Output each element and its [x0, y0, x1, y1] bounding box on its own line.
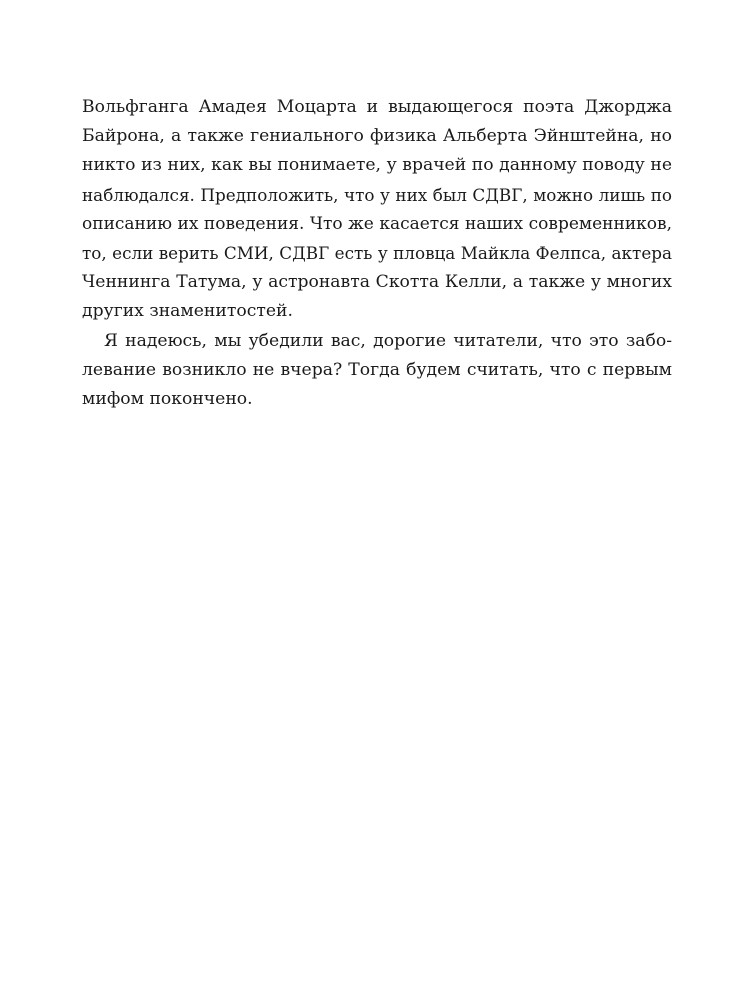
text-line: левание возникло не вчера? Тогда будем считать, что с первым — [82, 359, 672, 380]
text-line: Вольфганга Амадея Моцарта и выдающегося поэта Джорджа — [82, 97, 672, 117]
text-line: Я надеюсь, мы убедили вас, дорогие читатели, что это забо- — [104, 330, 672, 351]
paragraph-2 — [82, 327, 672, 415]
text-line: мифом покончено. — [82, 388, 253, 409]
text-line: других знаменитостей. — [82, 301, 293, 322]
text-line: никто из них, как вы понимаете, у врачей по данному поводу не — [82, 155, 672, 176]
text-line: описанию их поведения. Что же касается наших современников, — [82, 213, 672, 234]
text-line: Байрона, а также гениального физика Альберта Эйнштейна, но — [82, 126, 672, 147]
paragraph-1 — [82, 93, 672, 327]
text-line: Ченнинга Татума, у астронавта Скотта Келли, а также у многих — [82, 272, 672, 293]
body-text — [82, 93, 672, 414]
text-line: то, если верить СМИ, СДВГ есть у пловца Майкла Фелпса, актера — [82, 242, 672, 263]
text-line: наблюдался. Предположить, что у них был СДВГ, можно лишь по — [82, 184, 672, 205]
